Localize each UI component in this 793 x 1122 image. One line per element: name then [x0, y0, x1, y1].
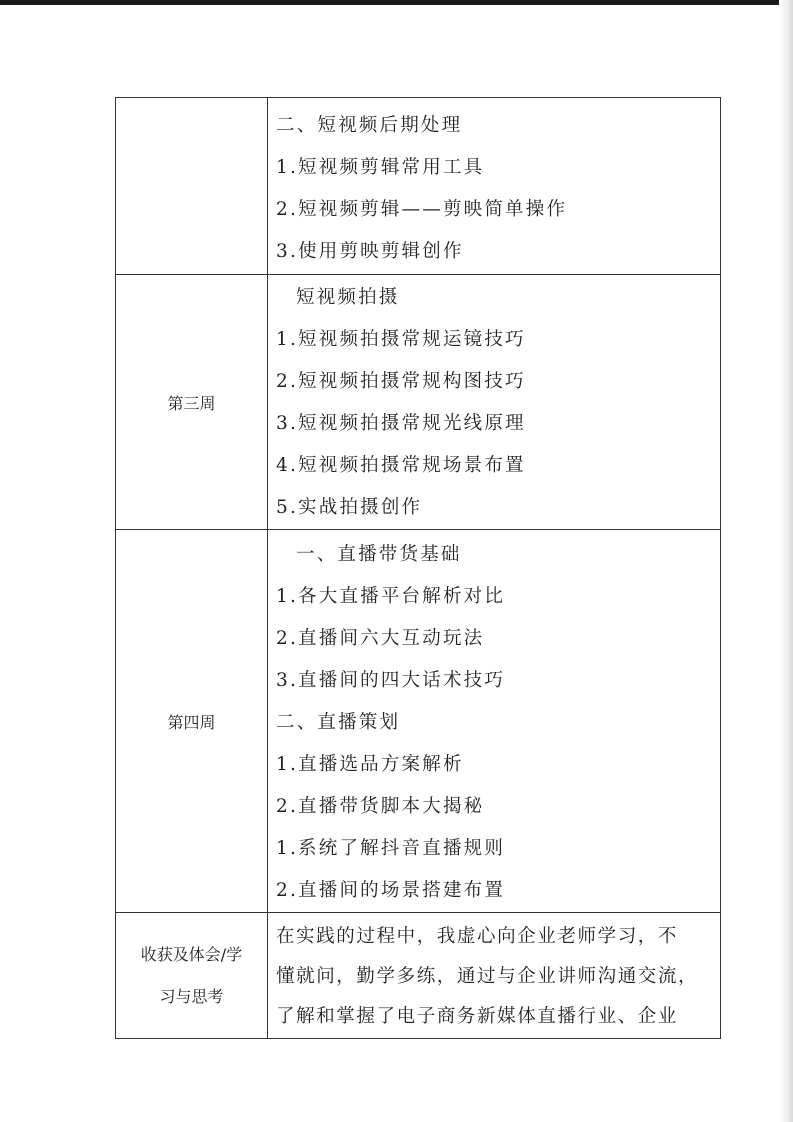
list-item: 1.系统了解抖音直播规则 [276, 838, 506, 859]
list-item: 3.使用剪映剪辑创作 [276, 240, 464, 262]
reflection-label-cell [116, 913, 268, 1039]
week-label-cell [116, 98, 268, 275]
list-item: 1.各大直播平台解析对比 [276, 586, 506, 607]
reflection-paragraph [276, 914, 720, 1037]
list-item: 3.短视频拍摄常规光线原理 [276, 413, 526, 434]
list-item: 2.短视频拍摄常规构图技巧 [276, 371, 526, 392]
table-row-week-4 [116, 530, 721, 913]
content-cell [268, 98, 721, 275]
list-item: 4.短视频拍摄常规场景布置 [276, 455, 526, 476]
paragraph-line: 在实践的过程中，我虚心向企业老师学习，不 [276, 926, 679, 947]
list-item: 1.短视频拍摄常规运镜技巧 [276, 329, 526, 350]
content-cell [268, 275, 721, 530]
table-row-week-3 [116, 275, 721, 530]
list-item: 5.实战拍摄创作 [276, 497, 423, 518]
section-heading: 一、直播带货基础 [296, 544, 462, 565]
scan-right-edge [779, 0, 793, 1122]
list-item: 1.短视频剪辑常用工具 [276, 156, 485, 178]
reflection-label-line: 收获及体会/学 [140, 944, 243, 964]
week-label-cell: 第四周 [116, 530, 268, 913]
list-item: 3.直播间的四大话术技巧 [276, 670, 506, 691]
list-item: 1.直播选品方案解析 [276, 754, 464, 775]
schedule-table [115, 97, 721, 1039]
list-item: 2.直播间六大互动玩法 [276, 628, 485, 649]
list-item: 2.直播带货脚本大揭秘 [276, 796, 485, 817]
reflection-content-cell [268, 913, 721, 1039]
list-item: 2.直播间的场景搭建布置 [276, 880, 506, 901]
table-row-post-production [116, 98, 721, 275]
reflection-label-line: 习与思考 [159, 986, 224, 1006]
section-heading: 二、直播策划 [276, 712, 401, 733]
section-heading: 短视频拍摄 [296, 287, 400, 308]
scan-top-edge [0, 0, 793, 5]
paragraph-line: 懂就问，勤学多练，通过与企业讲师沟通交流， [276, 966, 699, 987]
content-cell [268, 530, 721, 913]
paragraph-line: 了解和掌握了电子商务新媒体直播行业、企业 [276, 1006, 679, 1027]
section-heading: 二、短视频后期处理 [276, 114, 463, 136]
week-label-cell: 第三周 [116, 275, 268, 530]
table-row-reflection [116, 913, 721, 1039]
list-item: 2.短视频剪辑——剪映简单操作 [276, 198, 568, 220]
